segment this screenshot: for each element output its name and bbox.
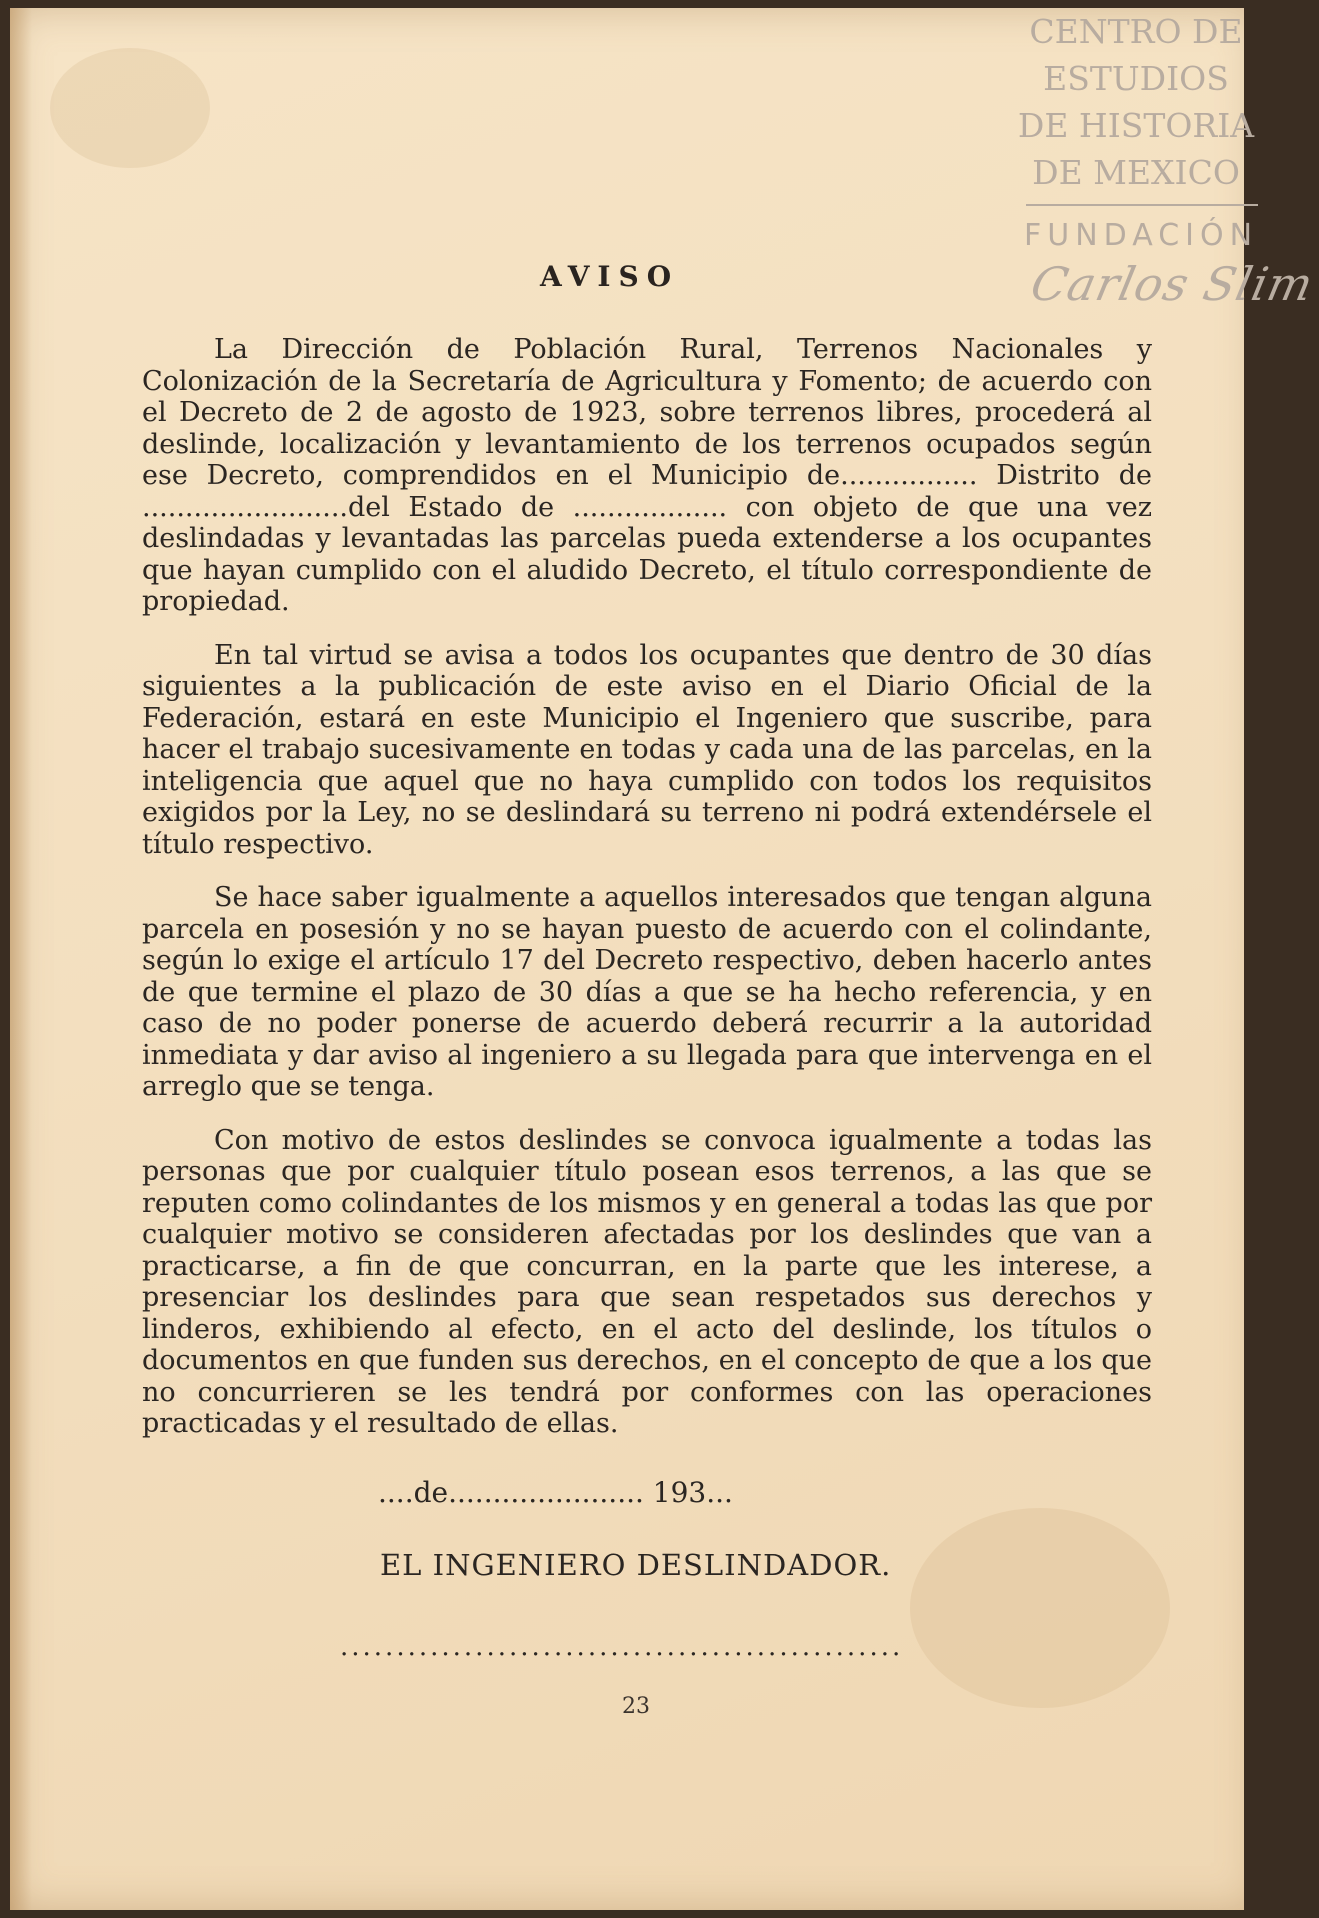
page-number: 23	[622, 1694, 650, 1719]
dateline: ....de...................... 193...	[378, 1476, 733, 1509]
body-paragraph: Con motivo de estos deslindes se convoca igualmente a todas las personas que por cualquier título posean esos terrenos, a las que se reputen como colindantes de los mismos y en general a todas las que por cualquier motivo se consideren afectadas por los deslindes que van a practicarse, a fin de que concurran, en la parte que les interese, a presenciar los deslindes para que sean respetados sus derechos y linderos, exhibiendo al efecto, en el acto del deslinde, los títulos o documentos en que funden sus derechos, en el concepto de que a los que no concurrieren se les tendrá por conformes con las operaciones practicadas y el resultado de ellas.	[142, 1124, 1152, 1439]
document-page	[10, 8, 1319, 1910]
watermark-divider	[1026, 204, 1258, 206]
watermark-line: CENTRO DE	[1029, 12, 1243, 51]
body-paragraph: Se hace saber igualmente a aquellos interesados que tengan alguna parcela en posesión y no se hayan puesto de acuerdo con el colindante, según lo exige el artículo 17 del Decreto respectivo, deben hacerlo antes de que termine el plazo de 30 días a que se ha hecho referencia, y en caso de no poder ponerse de acuerdo deberá recurrir a la autoridad inmediata y dar aviso al ingeniero a su llegada para que intervenga en el arreglo que se tenga.	[142, 882, 1152, 1102]
document-body	[142, 334, 1152, 1462]
document-title: AVISO	[540, 260, 680, 293]
body-paragraph: La Dirección de Población Rural, Terrenos Nacionales y Colonización de la Secretaría de Agricultura y Fomento; de acuerdo con el Decreto de 2 de agosto de 1923, sobre terrenos libres, procederá al deslinde, localización y levantamiento de los terrenos ocupados según ese Decreto, comprendidos en el Municipio de................ Distrito de ........................del Estado de .................. con objeto de que una vez deslindadas y levantadas las parcelas pueda extenderse a los ocupantes que hayan cumplido con el aludido Decreto, el título correspondiente de propiedad.	[142, 334, 1152, 617]
watermark-line: ESTUDIOS	[1043, 59, 1229, 98]
watermark-foundation: FUNDACIÓN	[1024, 218, 1259, 253]
paper-stain	[910, 1508, 1170, 1708]
watermark-line: DE MEXICO	[1032, 153, 1240, 192]
watermark-line: DE HISTORIA	[1017, 106, 1255, 145]
signature-line: ..................................................	[340, 1632, 904, 1662]
paper-stain	[50, 48, 210, 168]
body-paragraph: En tal virtud se avisa a todos los ocupantes que dentro de 30 días siguientes a la publicación de este aviso en el Diario Oficial de la Federación, estará en este Municipio el Ingeniero que suscribe, para hacer el trabajo sucesivamente en todas y cada una de las parcelas, en la inteligencia que aquel que no haya cumplido con todos los requisitos exigidos por la Ley, no se deslindará su terreno ni podrá extendérsele el título respectivo.	[142, 639, 1152, 860]
page-edge-shadow	[10, 8, 32, 1910]
archive-watermark	[1014, 8, 1319, 330]
signer-title: EL INGENIERO DESLINDADOR.	[380, 1548, 892, 1582]
watermark-signature: Carlos Slim	[1026, 257, 1319, 311]
